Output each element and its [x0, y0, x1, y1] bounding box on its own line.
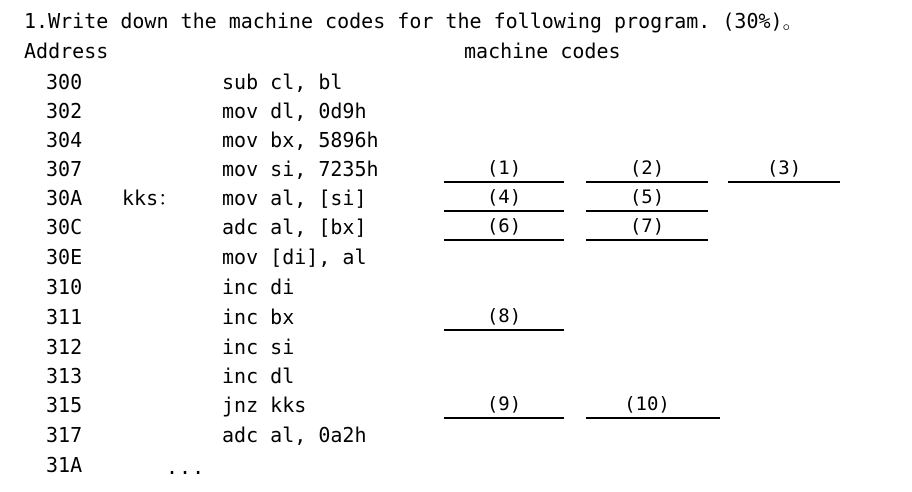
machine-codes-header: machine codes [464, 39, 621, 63]
address-value: 315 [46, 393, 83, 417]
answer-blank-2[interactable] [586, 155, 708, 183]
blank-number: (6) [486, 215, 522, 237]
instruction-text: inc bx [222, 305, 295, 329]
address-value: 307 [46, 157, 83, 181]
address-value: 313 [46, 364, 83, 388]
address-value: 311 [46, 305, 83, 329]
blank-number: (3) [766, 157, 802, 179]
instruction-text: adc al, 0a2h [222, 423, 367, 447]
blank-number: (1) [486, 157, 522, 179]
address-value: 31A [46, 453, 83, 477]
blank-number: (10) [624, 393, 670, 415]
blank-number: (7) [629, 215, 665, 237]
program-row [0, 273, 912, 302]
answer-blank-9[interactable] [444, 391, 564, 419]
program-row [0, 333, 912, 362]
program-row [0, 97, 912, 126]
program-row [0, 391, 912, 420]
address-header: Address [24, 39, 109, 63]
address-value: 30C [46, 215, 83, 239]
instruction-text: adc al, [bx] [222, 215, 367, 239]
answer-blank-8[interactable] [444, 303, 564, 331]
answer-blank-1[interactable] [444, 155, 564, 183]
continuation-ellipsis: ... [166, 455, 206, 479]
address-value: 304 [46, 128, 83, 152]
question-title: 1.Write down the machine codes for the following program. (30%)。 [24, 9, 803, 33]
program-row [0, 451, 912, 480]
answer-blank-5[interactable] [586, 184, 708, 212]
address-value: 300 [46, 70, 83, 94]
answer-blank-7[interactable] [586, 213, 708, 241]
program-row [0, 213, 912, 242]
program-row [0, 68, 912, 97]
instruction-text: mov al, [si] [222, 186, 367, 210]
instruction-text: mov si, 7235h [222, 157, 379, 181]
answer-blank-3[interactable] [728, 155, 840, 183]
instruction-text: sub cl, bl [222, 70, 343, 94]
blank-number: (2) [629, 157, 665, 179]
program-row [0, 243, 912, 272]
program-row [0, 362, 912, 391]
program-row [0, 303, 912, 332]
answer-blank-6[interactable] [444, 213, 564, 241]
instruction-text: mov bx, 5896h [222, 128, 379, 152]
instruction-text: mov [di], al [222, 245, 367, 269]
answer-blank-4[interactable] [444, 184, 564, 212]
address-value: 30A [46, 186, 83, 210]
program-row [0, 126, 912, 155]
instruction-text: mov dl, 0d9h [222, 99, 367, 123]
blank-number: (5) [629, 186, 665, 208]
blank-number: (9) [486, 393, 522, 415]
address-value: 30E [46, 245, 83, 269]
program-row [0, 184, 912, 213]
instruction-text: inc dl [222, 364, 295, 388]
instruction-text: jnz kks [222, 393, 307, 417]
program-row [0, 155, 912, 184]
instruction-text: inc si [222, 335, 295, 359]
address-value: 310 [46, 275, 83, 299]
blank-number: (8) [486, 305, 522, 327]
program-row [0, 421, 912, 450]
answer-blank-10[interactable] [586, 391, 720, 419]
blank-number: (4) [486, 186, 522, 208]
program-label: kks： [122, 186, 179, 210]
address-value: 302 [46, 99, 83, 123]
address-value: 317 [46, 423, 83, 447]
instruction-text: inc di [222, 275, 295, 299]
address-value: 312 [46, 335, 83, 359]
